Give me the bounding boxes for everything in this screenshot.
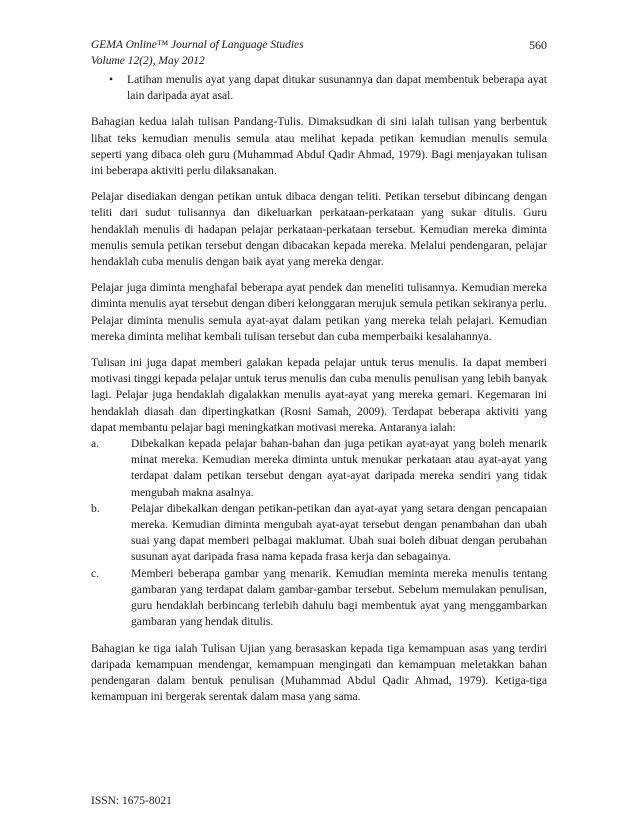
bullet-item: [91, 72, 547, 104]
journal-title: GEMA Online™ Journal of Language Studies: [91, 39, 304, 51]
running-header: [91, 37, 547, 69]
final-paragraph: Bahagian ke tiga ialah Tulisan Ujian yang berasaskan kepada tiga kemampuan asas yang terdiri daripada kemampuan mendengar, kemampuan mengingati dan kemampuan meletakkan bahan pendengaran dalam bentuk penulisan (Muhammad Abdul Qadir Ahmad, 1979). Ketiga-tiga kemampuan ini bergerak serentak dalam masa yang sama.: [91, 641, 547, 704]
list-item-text: Pelajar dibekalkan dengan petikan-petikan dan ayat-ayat yang setara dengan pencapaian mereka. Kemudian diminta mengubah ayat-ayat tersebut dengan penambahan dan ubah suai yang dapat memberi pelbagai maklumat. Ubah suai boleh dibuat dengan perubahan susunan ayat daripada frasa nama kepada frasa kerja dan sebagainya.: [131, 501, 547, 564]
list-item-label: c.: [91, 566, 100, 580]
page-number: 560: [529, 38, 547, 52]
paragraph: Pelajar juga diminta menghafal beberapa ayat pendek dan meneliti tulisannya. Kemudian mereka diminta menulis ayat tersebut dengan diberi kelonggaran merujuk semula petikan sekiranya perlu. Pelajar diminta menulis semula ayat-ayat dalam petikan yang mereka telah pelajari. Kemudian mereka diminta melihat kembali tulisan tersebut dan cuba memperbaiki kesalahannya.: [91, 281, 547, 343]
paragraph: Pelajar disediakan dengan petikan untuk dibaca dengan teliti. Petikan tersebut dibincang dengan teliti dari sudut tulisannya dan dikeluarkan perkataan-perkataan yang sukar ditulis. Guru hendaklah menulis di hadapan pelajar perkataan-perkataan tersebut. Kemudian mereka diminta menulis semula petikan tersebut dengan dibacakan kepada mereka. Melalui pendengaran, pelajar hendaklah cuba menulis dengan baik ayat yang mereka dengar.: [91, 190, 547, 269]
paragraph: Tulisan ini juga dapat memberi galakan kepada pelajar untuk terus menulis. Ia dapat memberi motivasi tinggi kepada pelajar untuk terus menulis dan cuba menulis penulisan yang lebih banyak lagi. Pelajar juga hendaklah digalakkan menulis ayat-ayat yang mereka gemari. Kegemaran ini hendaklah diasah dan dipertingkatkan (Rosni Samah, 2009). Terdapat beberapa aktiviti yang dapat membantu pelajar bagi meningkatkan motivasi mereka. Antaranya ialah:: [91, 356, 547, 434]
bullet-text: Latihan menulis ayat yang dapat ditukar susunannya dan dapat membentuk beberapa ayat lain daripada ayat asal.: [127, 73, 547, 103]
list-item-text: Dibekalkan kepada pelajar bahan-bahan dan juga petikan ayat-ayat yang boleh menarik minat mereka. Kemudian mereka diminta untuk menukar perkataan atau ayat-ayat yang terdapat dalam petikan tersebut dengan ayat-ayat daripada mereka sendiri yang tidak mengubah makna asalnya.: [131, 437, 547, 499]
list-item: [91, 501, 547, 566]
list-item-label: b.: [91, 501, 100, 515]
activity-list: [91, 436, 547, 630]
list-item: [91, 436, 547, 501]
article-body: [91, 72, 547, 715]
issn-footer: ISSN: 1675-8021: [91, 795, 172, 807]
list-item-text: Memberi beberapa gambar yang menarik. Kemudian meminta mereka menulis tentang gambaran yang terdapat dalam gambar-gambar tersebut. Sebelum memulakan penulisan, guru hendaklah berbincang terlebih dahulu bagi membentuk ayat yang menggambarkan gambaran yang hendak ditulis.: [131, 566, 547, 629]
journal-volume: Volume 12(2), May 2012: [91, 55, 205, 67]
list-item-label: a.: [91, 437, 100, 451]
bullet-symbol: •: [109, 73, 114, 86]
list-item: [91, 566, 547, 631]
paragraph: Bahagian kedua ialah tulisan Pandang-Tulis. Dimaksudkan di sini ialah tulisan yang berbentuk lihat teks kemudian menulis semula atau melihat kepada petikan kemudian menulis semula seperti yang dibaca oleh guru (Muhammad Abdul Qadir Ahmad, 1979). Bagi menjayakan tulisan ini beberapa aktiviti perlu dilaksanakan.: [91, 115, 547, 178]
